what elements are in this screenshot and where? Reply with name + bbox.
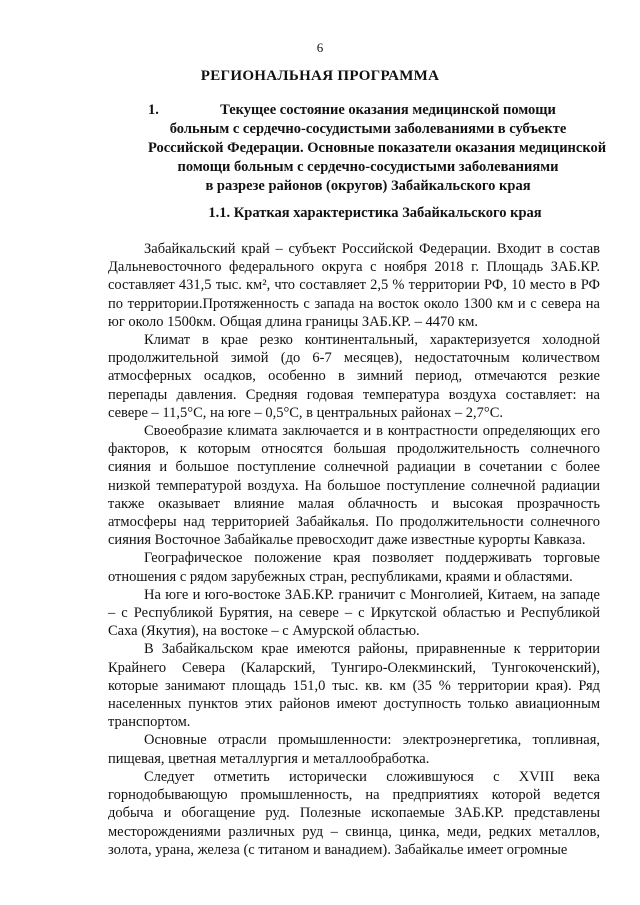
program-title: РЕГИОНАЛЬНАЯ ПРОГРАММА bbox=[200, 68, 440, 84]
paragraph: Забайкальский край – субъект Российской Федерации. Входит в состав Дальневосточного федерального округа с ноября 2018 г. Площадь ЗАБ.КР. составляет 431,5 тыс. км², что составляет 2,5 % территории РФ, 10 место в РФ по территории.Протяженность с запада на восток около 1300 км и с севера на юг около 1500км. Общая длина границы ЗАБ.КР. – 4470 км. bbox=[108, 241, 600, 330]
section-heading-line: в разрезе районов (округов) Забайкальского края bbox=[205, 178, 531, 194]
section-heading-line: Российской Федерации. Основные показатели оказания медицинской bbox=[148, 140, 607, 156]
paragraph: Основные отрасли промышленности: электроэнергетика, топливная, пищевая, цветная металлургия и металлообработка. bbox=[108, 732, 600, 767]
paragraph: Своеобразие климата заключается и в контрастности определяющих его факторов, к которым относятся большая продолжительность солнечного сияния и большое поступление солнечной радиации в сочетании с более низкой температурой воздуха. На большое поступление солнечной радиации также оказывает влияние малая облачность и высокая прозрачность атмосферы над территорией Забайкалья. По продолжительности солнечного сияния Восточное Забайкалье превосходит даже известные курорты Кавказа. bbox=[108, 423, 600, 549]
body-text bbox=[108, 240, 600, 859]
section-heading-line: Текущее состояние оказания медицинской помощи bbox=[220, 102, 556, 118]
paragraph: Климат в крае резко континентальный, характеризуется холодной продолжительной зимой (до 6-7 месяцев), недостаточным количеством атмосферных осадков, особенно в зимний период, отмечаются резкие перепады давления. Средняя годовая температура воздуха составляет: на севере – 11,5°С, на юге – 0,5°С, в центральных районах – 2,7°С. bbox=[108, 332, 600, 421]
section-heading-line: больным с сердечно-сосудистыми заболеваниями в субъекте bbox=[169, 121, 567, 137]
section-number: 1. bbox=[148, 102, 159, 118]
section-heading-line: помощи больным с сердечно-сосудистыми заболеваниями bbox=[177, 159, 559, 175]
paragraph: Следует отметить исторически сложившуюся с XVIII века горнодобывающую промышленность, на предприятиях которой ведется добыча и обогащение руд. Полезные ископаемые ЗАБ.КР. представлены месторождениями различных руд – свинца, цинка, меди, редких металлов, золота, урана, железа (с титаном и ванадием). Забайкалье имеет огромные bbox=[108, 768, 600, 858]
subsection-heading: 1.1. Краткая характеристика Забайкальского края bbox=[208, 205, 542, 221]
paragraph: Географическое положение края позволяет поддерживать торговые отношения с рядом зарубежных стран, республиками, краями и областями. bbox=[108, 550, 600, 585]
paragraph: На юге и юго-востоке ЗАБ.КР. граничит с Монголией, Китаем, на западе – с Республикой Бурятия, на севере – с Иркутской областью и Республикой Саха (Якутия), на востоке – с Амурской областью. bbox=[108, 586, 600, 640]
page-number: 6 bbox=[316, 40, 324, 55]
paragraph: В Забайкальском крае имеются районы, приравненные к территории Крайнего Севера (Каларский, Тунгиро-Олекминский, Тунгокоченский), которые занимают площадь 151,0 тыс. кв. км (35 % территории края). Ряд населенных пунктов этих районов имеют доступность только авиационным транспортом. bbox=[108, 641, 600, 731]
section-heading bbox=[148, 101, 607, 196]
